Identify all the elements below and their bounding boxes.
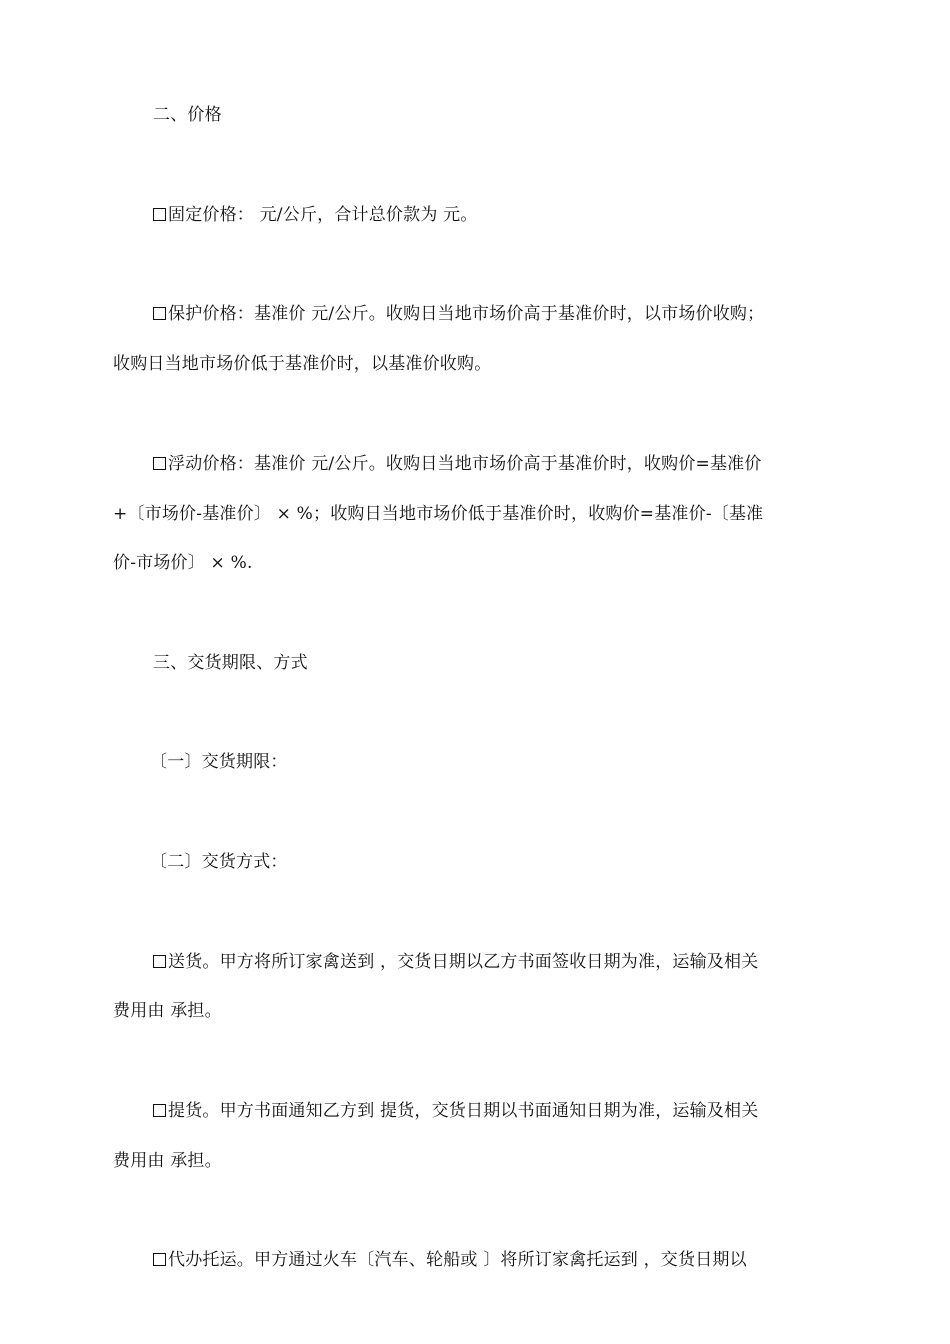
floating-price-text-2: +〔市场价-基准价〕 × %；收购日当地市场价低于基准价时，收购价=基准价-〔基准 — [113, 504, 764, 524]
protected-price-option — [153, 303, 764, 325]
pickup-text-1: 提货。甲方书面通知乙方到 提货，交货日期以书面通知日期为准，运输及相关 — [168, 1101, 759, 1121]
floating-price-option — [153, 453, 762, 475]
delivery-term-label: 〔一〕交货期限： — [150, 752, 288, 772]
section-delivery-heading: 三、交货期限、方式 — [153, 653, 308, 673]
fixed-price-option — [153, 204, 478, 226]
delivery-method-label: 〔二〕交货方式： — [150, 852, 288, 872]
checkbox-icon — [153, 307, 166, 320]
checkbox-icon — [153, 457, 166, 470]
send-goods-text-2: 费用由 承担。 — [113, 1001, 222, 1021]
send-goods-option — [153, 951, 758, 973]
send-goods-text-1: 送货。甲方将所订家禽送到 ，交货日期以乙方书面签收日期为准，运输及相关 — [168, 952, 759, 972]
pickup-text-2: 费用由 承担。 — [113, 1151, 222, 1171]
floating-price-text-1: 浮动价格：基准价 元/公斤。收购日当地市场价高于基准价时，收购价=基准价 — [168, 454, 762, 474]
consign-option — [153, 1249, 747, 1271]
checkbox-icon — [153, 1104, 166, 1117]
fixed-price-text: 固定价格： 元/公斤，合计总价款为 元。 — [168, 205, 478, 225]
protected-price-text-2: 收购日当地市场价低于基准价时，以基准价收购。 — [113, 354, 492, 374]
checkbox-icon — [153, 1253, 166, 1266]
pickup-option — [153, 1100, 758, 1122]
protected-price-text-1: 保护价格：基准价 元/公斤。收购日当地市场价高于基准价时，以市场价收购； — [168, 304, 765, 324]
floating-price-text-3: 价-市场价〕 × %. — [113, 553, 253, 573]
consign-text-1: 代办托运。甲方通过火车〔汽车、轮船或 〕将所订家禽托运到 ，交货日期以 — [168, 1250, 747, 1270]
checkbox-icon — [153, 955, 166, 968]
section-price-heading: 二、价格 — [153, 105, 222, 125]
checkbox-icon — [153, 208, 166, 221]
